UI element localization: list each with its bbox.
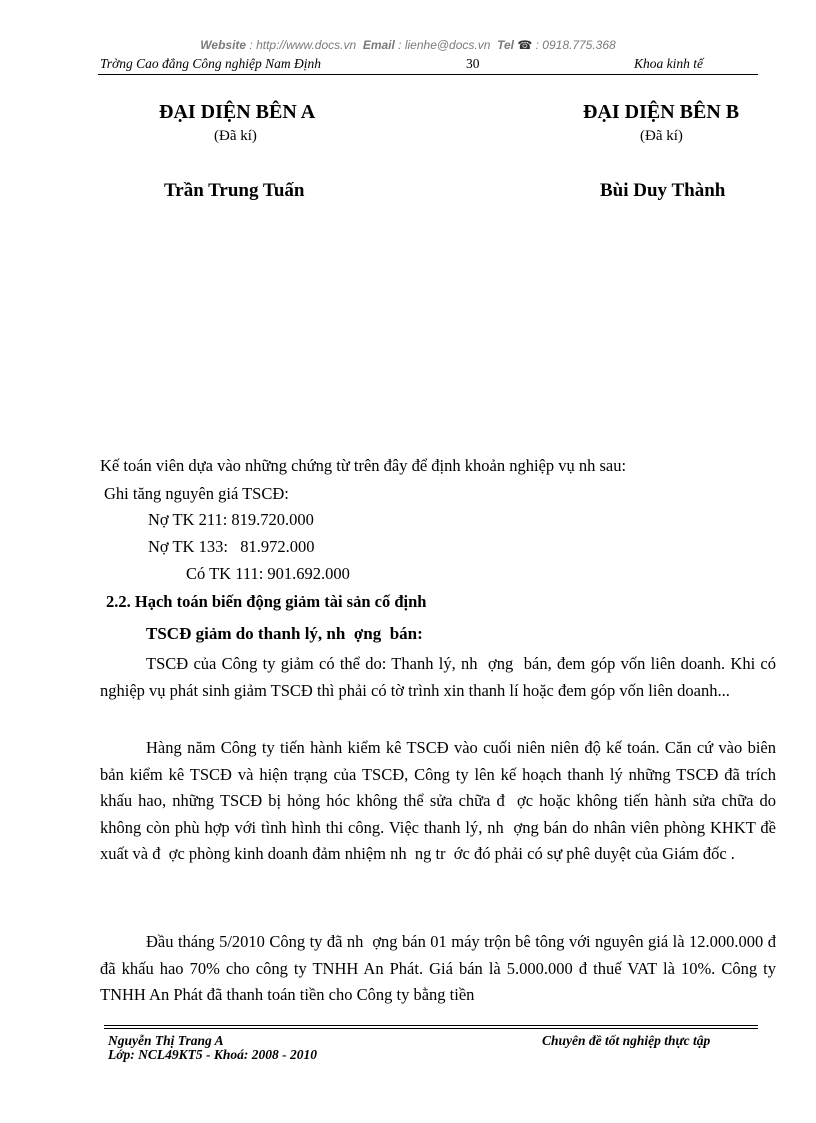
section-heading: 2.2. Hạch toán biến động giảm tài sản cố định bbox=[106, 592, 427, 611]
entries-intro: Kế toán viên dựa vào những chứng từ trên đây để định khoản nghiệp vụ nh sau: bbox=[100, 456, 627, 475]
paragraph-3: Đầu tháng 5/2010 Công ty đã nh ợng bán 01 máy trộn bê tông với nguyên giá là 12.000.000 đ đã khấu hao 70% cho công ty TNHH An Phát. Giá bán là 5.000.000 đ thuế VAT là 10%. Công ty TNHH An Phát đã thanh toán tiền cho Công ty bằng tiền bbox=[100, 932, 781, 1004]
header-school: Trờng Cao đẳng Công nghiệp Nam Định bbox=[100, 56, 321, 71]
email-value[interactable]: : lienhe@docs.vn bbox=[398, 38, 491, 52]
party-a-note: (Đã kí) bbox=[214, 128, 257, 144]
entry-debit-211: Nợ TK 211: 819.720.000 bbox=[148, 510, 314, 529]
party-b-name: Bùi Duy Thành bbox=[600, 180, 726, 201]
website-banner bbox=[0, 38, 816, 52]
page-number: 30 bbox=[466, 56, 480, 71]
website-value[interactable]: : http://www.docs.vn bbox=[249, 38, 357, 52]
tel-value: : 0918.775.368 bbox=[535, 38, 616, 52]
paragraph-1: TSCĐ của Công ty giảm có thể do: Thanh lý, nh ợng bán, đem góp vốn liên doanh. Khi có nghiệp vụ phát sinh giảm TSCĐ thì phải có tờ trình xin thanh lí hoặc đem góp vốn liên doanh... bbox=[100, 654, 781, 700]
party-b-title: ĐẠI DIỆN BÊN B bbox=[583, 101, 740, 123]
section-subheading: TSCĐ giảm do thanh lý, nh ợng bán: bbox=[146, 624, 423, 643]
entry-credit-111: Có TK 111: 901.692.000 bbox=[186, 564, 350, 583]
party-b-note: (Đã kí) bbox=[640, 128, 683, 144]
email-label: Email bbox=[362, 38, 395, 52]
header-department: Khoa kinh tế bbox=[634, 56, 703, 71]
party-a-name: Trần Trung Tuấn bbox=[164, 180, 305, 201]
footer-rule-top bbox=[104, 1025, 758, 1026]
party-a-title: ĐẠI DIỆN BÊN A bbox=[159, 101, 316, 123]
footer-rule-bottom bbox=[104, 1028, 758, 1029]
footer-author: Nguyễn Thị Trang A bbox=[108, 1033, 224, 1048]
header-rule bbox=[98, 74, 758, 75]
paragraph-2: Hàng năm Công ty tiến hành kiểm kê TSCĐ vào cuối niên niên độ kế toán. Căn cứ vào biên bản kiểm kê TSCĐ và hiện trạng của TSCĐ, Công ty lên kế hoạch thanh lý những TSCĐ đã trích khấu hao, những TSCĐ bị hỏng hóc không thể sửa chữa đ ợc hoặc không tiến hành sửa chữa do không còn phù hợp với tình hình thi công. Việc thanh lý, nh ợng bán do nhân viên phòng KHKT đề xuất và đ ợc phòng kinh doanh đảm nhiệm nh ng tr ớc đó phải có sự phê duyệt của Giám đốc . bbox=[100, 738, 781, 863]
tel-label: Tel bbox=[497, 38, 514, 52]
phone-icon: ☎ bbox=[517, 38, 533, 52]
footer-report-title: Chuyên đề tốt nghiệp thực tập bbox=[542, 1033, 711, 1048]
footer-class-info: Lớp: NCL49KT5 - Khoá: 2008 - 2010 bbox=[108, 1047, 317, 1062]
entry-debit-133: Nợ TK 133: 81.972.000 bbox=[148, 537, 315, 556]
website-label: Website bbox=[200, 38, 247, 52]
entries-subtitle: Ghi tăng nguyên giá TSCĐ: bbox=[104, 484, 289, 503]
